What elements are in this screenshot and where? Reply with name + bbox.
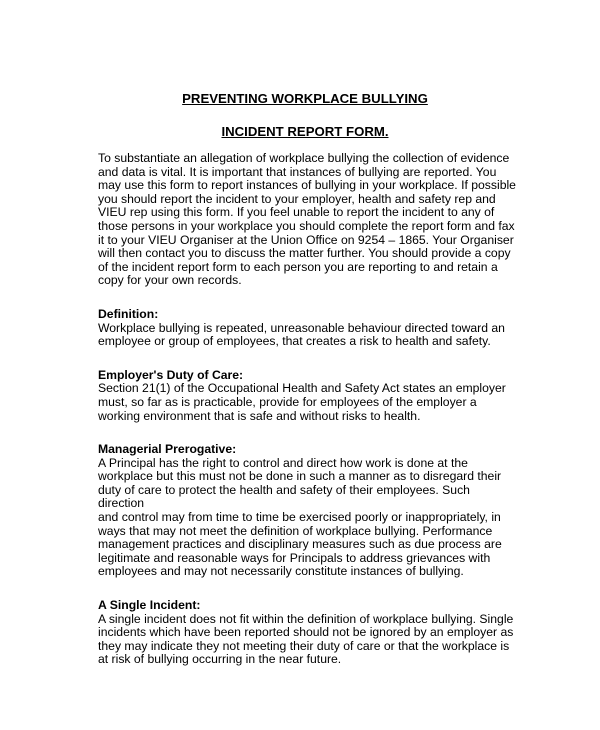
section-text: Section 21(1) of the Occupational Health and Safety Act states an employer must, so far as is practicable, provide for employees of the employer a working environment that is safe and without risks to health. — [98, 381, 506, 423]
section-text: A single incident does not fit within the definition of workplace bullying. Single incidents which have been reported should not be ignored by an employer as they may indicate they not meeting their duty of care or that the workplace is at risk of bullying occurring in the near future. — [98, 611, 514, 667]
section-heading: Definition: — [98, 306, 159, 321]
section-heading: Employer's Duty of Care: — [98, 367, 244, 382]
section-managerial-prerogative — [98, 443, 518, 579]
section-heading: A Single Incident: — [98, 598, 201, 613]
section-text: A Principal has the right to control and direct how work is done at the workplace but this must not be done in such a manner as to disregard their duty of care to protect the health and safety of their employees. Such direction and control may from time to time be exercised poorly or inappropriately, in ways that may not meet the definition of workplace bullying. Performance management practices and disciplinary measures such as due process are legitimate and reasonable ways for Principals to address grievances with employees and may not necessarily constitute instances of bullying. — [98, 455, 502, 579]
section-definition — [98, 308, 518, 349]
section-employers-duty-of-care — [98, 369, 518, 423]
section-single-incident — [98, 599, 518, 667]
document-subtitle: INCIDENT REPORT FORM. — [221, 124, 389, 139]
document-body — [98, 152, 518, 687]
intro-paragraph: To substantiate an allegation of workplace bullying the collection of evidence and data is vital. It is important that instances of bullying are reported. You may use this form to report instances of bullying in your workplace. If possible you should report the incident to your employer, health and safety rep and VIEU rep using this form. If you feel unable to report the incident to any of those persons in your workplace you should complete the report form and fax it to your VIEU Organiser at the Union Office on 9254 – 1865. Your Organiser will then contact you to discuss the matter further. You should provide a copy of the incident report form to each person you are reporting to and retain a copy for your own records. — [98, 151, 516, 288]
document-title: PREVENTING WORKPLACE BULLYING — [182, 91, 428, 106]
section-heading: Managerial Prerogative: — [98, 442, 237, 457]
section-text: Workplace bullying is repeated, unreasonable behaviour directed toward an employee or group of employees, that creates a risk to health and safety. — [98, 320, 505, 349]
